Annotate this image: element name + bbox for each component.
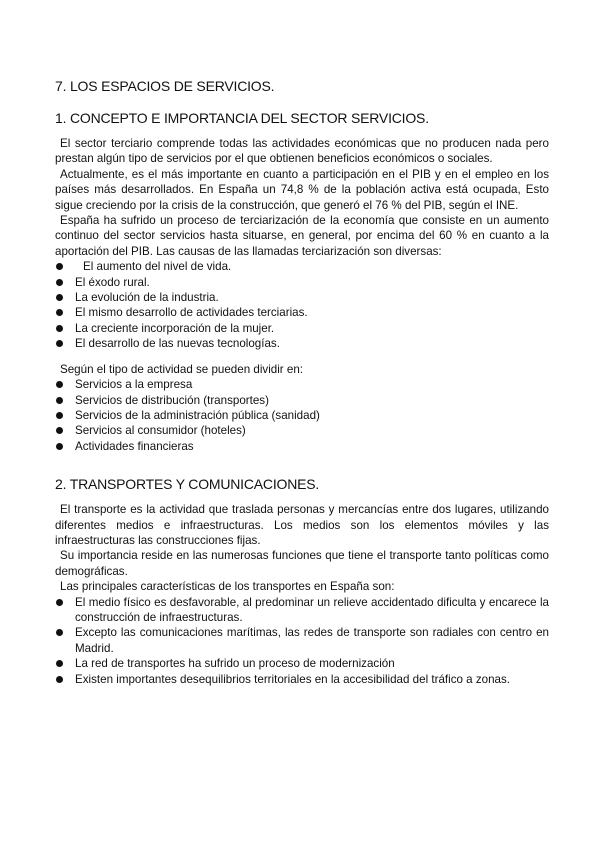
- section-1-heading: 1. CONCEPTO E IMPORTANCIA DEL SECTOR SERVICIOS.: [55, 110, 429, 126]
- list-item: [55, 672, 549, 687]
- list-item-text: Excepto las comunicaciones marítimas, las redes de transporte son radiales con centro en Madrid.: [75, 626, 549, 655]
- spacer: [55, 352, 549, 362]
- list-item-text: Servicios a la empresa: [75, 378, 193, 392]
- list-item: [55, 393, 549, 408]
- bullet-icon: [56, 263, 63, 270]
- section-2-paragraph: El transporte es la actividad que traslada personas y mercancías entre dos lugares, utilizando diferentes medios e infraestructuras. Los medios son los elementos móviles y las infraestructuras las construcciones fijas.: [55, 503, 549, 547]
- bullet-icon: [56, 294, 63, 301]
- document-page: [55, 78, 549, 687]
- types-list: [55, 377, 549, 454]
- list-item: [55, 656, 549, 671]
- bullet-icon: [56, 676, 63, 683]
- list-item: [55, 423, 549, 438]
- bullet-icon: [56, 340, 63, 347]
- list-item-text: Actividades financieras: [75, 439, 194, 453]
- bullet-icon: [56, 629, 63, 636]
- list-item: [55, 305, 549, 320]
- list-item: [55, 290, 549, 305]
- list-item-text: El desarrollo de las nuevas tecnologías.: [75, 337, 280, 351]
- list-item-text: El aumento del nivel de vida.: [83, 260, 232, 274]
- bullet-icon: [56, 443, 63, 450]
- list-item-text: La red de transportes ha sufrido un proceso de modernización: [75, 657, 395, 671]
- list-item: [55, 377, 549, 392]
- causes-list: [55, 259, 549, 351]
- list-item: [55, 595, 549, 626]
- list-item: [55, 625, 549, 656]
- bullet-icon: [56, 325, 63, 332]
- section-1-paragraph: España ha sufrido un proceso de terciarización de la economía que consiste en un aumento continuo del sector servicios hasta situarse, en general, por encima del 60 % en cuanto a la aportación del PIB. Las causas de las llamadas terciarización son diversas:: [55, 214, 549, 258]
- features-list: [55, 595, 549, 687]
- list-item: [55, 275, 549, 290]
- types-intro: Según el tipo de actividad se pueden dividir en:: [60, 362, 303, 376]
- bullet-icon: [56, 397, 63, 404]
- list-item-text: La creciente incorporación de la mujer.: [75, 321, 275, 335]
- list-item: [55, 336, 549, 351]
- bullet-icon: [56, 381, 63, 388]
- page-title: 7. LOS ESPACIOS DE SERVICIOS.: [55, 78, 275, 94]
- list-item: [55, 259, 549, 274]
- bullet-icon: [56, 309, 63, 316]
- bullet-icon: [56, 599, 63, 606]
- bullet-icon: [56, 279, 63, 286]
- section-1-paragraph: Actualmente, es el más importante en cuanto a participación en el PIB y en el empleo en los países más desarrollados. En España un 74,8 % de la población activa está ocupada, Esto sigue creciendo por la crisis de la construcción, que generó el 76 % del PIB, según el INE.: [55, 167, 549, 212]
- bullet-icon: [56, 660, 63, 667]
- list-item-text: El éxodo rural.: [75, 275, 150, 289]
- list-item-text: Servicios de la administración pública (sanidad): [75, 408, 320, 422]
- list-item-text: Servicios al consumidor (hoteles): [75, 424, 246, 438]
- list-item-text: Servicios de distribución (transportes): [75, 393, 269, 407]
- section-2-paragraph: Su importancia reside en las numerosas funciones que tiene el transporte tanto políticas como demográficas.: [55, 549, 549, 578]
- section-2-paragraph: Las principales características de los transportes en España son:: [60, 580, 395, 594]
- list-item: [55, 439, 549, 454]
- list-item-text: La evolución de la industria.: [75, 291, 219, 305]
- section-2-heading: 2. TRANSPORTES Y COMUNICACIONES.: [55, 476, 320, 493]
- bullet-icon: [56, 412, 63, 419]
- section-1-paragraph: El sector terciario comprende todas las actividades económicas que no producen nada pero prestan algún tipo de servicios por el que obtienen beneficios económicos o sociales.: [55, 137, 549, 166]
- list-item: [55, 321, 549, 336]
- list-item-text: El medio físico es desfavorable, al predominar un relieve accidentado dificulta y encarece la construcción de infraestructuras.: [75, 595, 549, 624]
- spacer: [55, 454, 549, 476]
- list-item: [55, 408, 549, 423]
- list-item-text: El mismo desarrollo de actividades terciarias.: [75, 306, 308, 320]
- list-item-text: Existen importantes desequilibrios territoriales en la accesibilidad del tráfico a zonas.: [75, 672, 510, 686]
- bullet-icon: [56, 427, 63, 434]
